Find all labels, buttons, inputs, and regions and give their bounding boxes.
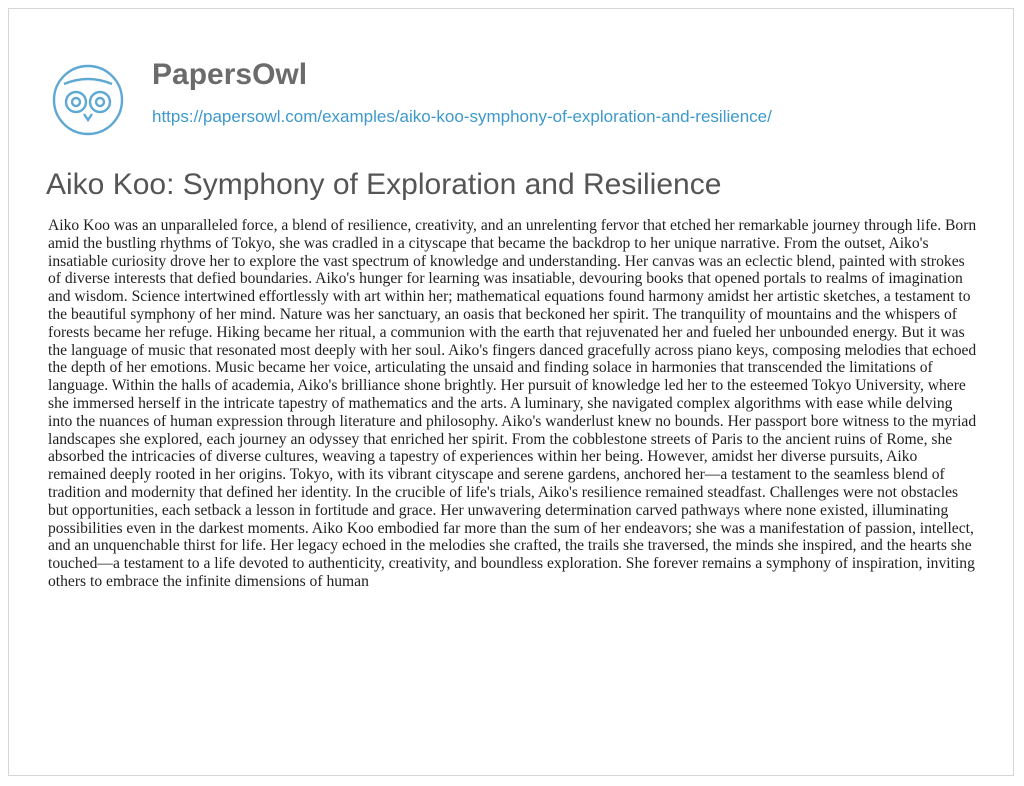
article-title: Aiko Koo: Symphony of Exploration and Resilience — [46, 168, 722, 201]
owl-logo-icon — [48, 62, 128, 138]
article-body: Aiko Koo was an unparalleled force, a blend of resilience, creativity, and an unrelenting fervor that etched her remarkable journey through life. Born amid the bustling rhythms of Tokyo, she was cradled in a cityscape that became the backdrop to her unique narrative. From the outset, Aiko's insatiable curiosity drove her to explore the vast spectrum of knowledge and understanding. Her canvas was an eclectic blend, painted with strokes of diverse interests that defied boundaries. Aiko's hunger for learning was insatiable, devouring books that opened portals to realms of imagination and wisdom. Science intertwined effortlessly with art within her; mathematical equations found harmony amidst her artistic sketches, a testament to the beautiful symphony of her mind. Nature was her sanctuary, an oasis that beckoned her spirit. The tranquility of mountains and the whispers of forests became her refuge. Hiking became her ritual, a communion with the earth that rejuvenated her and fueled her unbounded energy. But it was the language of music that resonated most deeply with her soul. Aiko's fingers danced gracefully across piano keys, composing melodies that echoed the depth of her emotions. Music became her voice, articulating the unsaid and finding solace in harmonies that transcended the limitations of language. Within the halls of academia, Aiko's brilliance shone brightly. Her pursuit of knowledge led her to the esteemed Tokyo University, where she immersed herself in the intricate tapestry of mathematics and the arts. A luminary, she navigated complex algorithms with ease while delving into the nuances of human expression through literature and philosophy. Aiko's wanderlust knew no bounds. Her passport bore witness to the myriad landscapes she explored, each journey an odyssey that enriched her spirit. From the cobblestone streets of Paris to the ancient ruins of Rome, she absorbed the intricacies of diverse cultures, weaving a tapestry of experiences within her being. However, amidst her diverse pursuits, Aiko remained deeply rooted in her origins. Tokyo, with its vibrant cityscape and serene gardens, anchored her—a testament to the seamless blend of tradition and modernity that defined her identity. In the crucible of life's trials, Aiko's resilience remained steadfast. Challenges were not obstacles but opportunities, each setback a lesson in fortitude and grace. Her unwavering determination carved pathways where none existed, illuminating possibilities even in the darkest moments. Aiko Koo embodied far more than the sum of her endeavors; she was a manifestation of passion, intellect, and an unquenchable thirst for life. Her legacy echoed in the melodies she crafted, the trails she traversed, the minds she inspired, and the hearts she touched—a testament to a life devoted to authenticity, creativity, and boundless exploration. She forever remains a symphony of inspiration, inviting others to embrace the infinite dimensions of human — [48, 217, 977, 590]
brand-name[interactable]: PapersOwl — [152, 58, 308, 91]
article-url-link[interactable]: https://papersowl.com/examples/aiko-koo-symphony-of-exploration-and-resilience/ — [152, 107, 772, 126]
site-header — [48, 58, 988, 138]
